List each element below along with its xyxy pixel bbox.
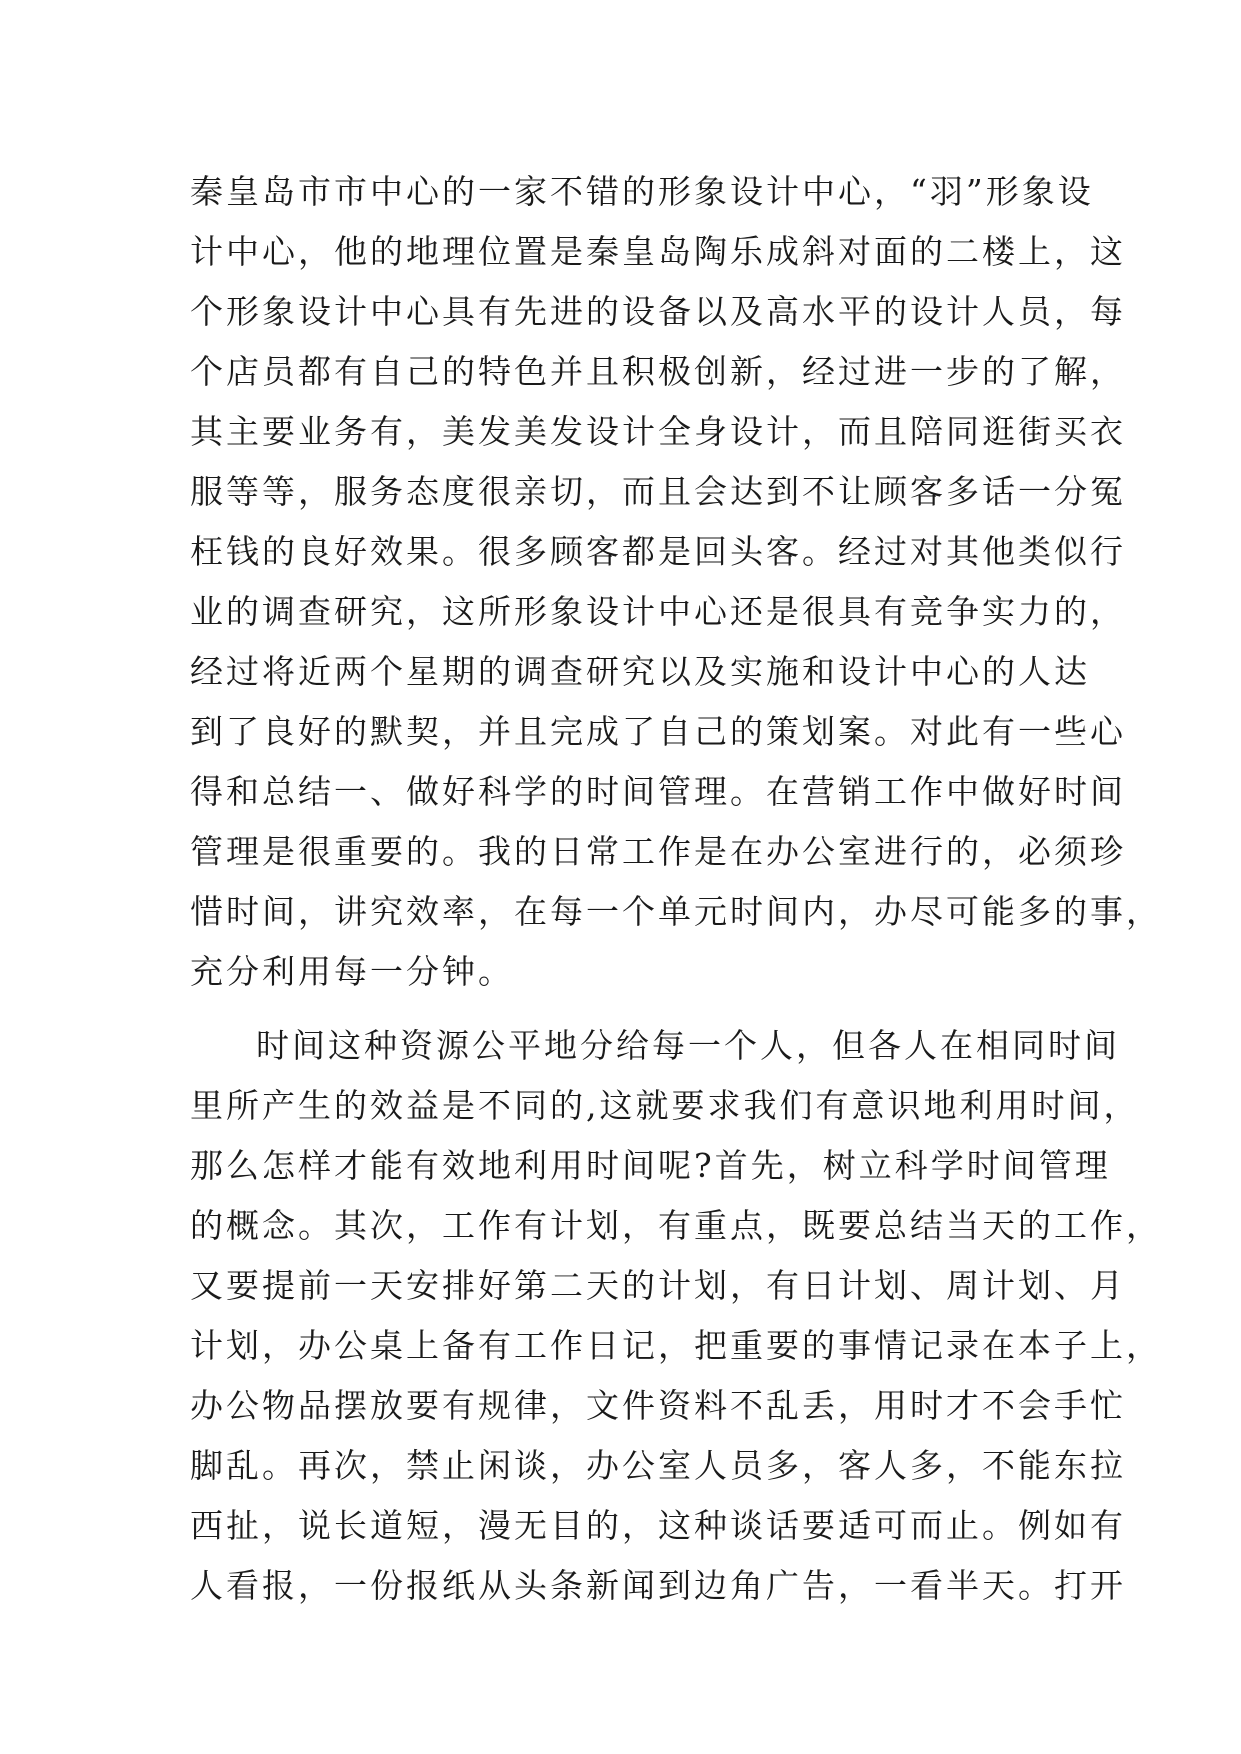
text-line: 那么怎样才能有效地利用时间呢?首先，树立科学时间管理 <box>190 1146 1111 1185</box>
text-line: 得和总结一、做好科学的时间管理。在营销工作中做好时间 <box>190 772 1126 811</box>
text-line: 的概念。其次，工作有计划，有重点，既要总结当天的工作， <box>190 1206 1162 1245</box>
text-line: 秦皇岛市市中心的一家不错的形象设计中心，“羽”形象设 <box>190 172 1094 211</box>
text-line: 里所产生的效益是不同的,这就要求我们有意识地利用时间， <box>190 1086 1140 1125</box>
text-line: 又要提前一天安排好第二天的计划，有日计划、周计划、月 <box>190 1266 1126 1305</box>
text-line: 计划，办公桌上备有工作日记，把重要的事情记录在本子上， <box>190 1326 1162 1365</box>
text-line: 人看报，一份报纸从头条新闻到边角广告，一看半天。打开 <box>190 1566 1126 1605</box>
text-line: 枉钱的良好效果。很多顾客都是回头客。经过对其他类似行 <box>190 532 1126 571</box>
text-line: 脚乱。再次，禁止闲谈，办公室人员多，客人多，不能东拉 <box>190 1446 1126 1485</box>
text-line: 管理是很重要的。我的日常工作是在办公室进行的，必须珍 <box>190 832 1126 871</box>
paragraph-1 <box>190 162 1162 1002</box>
text-line: 计中心，他的地理位置是秦皇岛陶乐成斜对面的二楼上，这 <box>190 232 1126 271</box>
text-line: 其主要业务有，美发美发设计全身设计，而且陪同逛街买衣 <box>190 412 1126 451</box>
text-line: 个店员都有自己的特色并且积极创新，经过进一步的了解， <box>190 352 1126 391</box>
text-line: 惜时间，讲究效率，在每一个单元时间内，办尽可能多的事， <box>190 892 1162 931</box>
text-line: 到了良好的默契，并且完成了自己的策划案。对此有一些心 <box>190 712 1126 751</box>
text-line: 充分利用每一分钟。 <box>190 952 514 991</box>
text-line: 经过将近两个星期的调查研究以及实施和设计中心的人达 <box>190 652 1090 691</box>
text-line: 个形象设计中心具有先进的设备以及高水平的设计人员，每 <box>190 292 1126 331</box>
document-body <box>190 162 1162 1616</box>
text-line-indented: 时间这种资源公平地分给每一个人，但各人在相同时间 <box>256 1026 1120 1065</box>
text-line: 办公物品摆放要有规律，文件资料不乱丢，用时才不会手忙 <box>190 1386 1126 1425</box>
text-line: 服等等，服务态度很亲切，而且会达到不让顾客多话一分冤 <box>190 472 1126 511</box>
text-line: 业的调查研究，这所形象设计中心还是很具有竞争实力的， <box>190 592 1126 631</box>
text-line: 西扯，说长道短，漫无目的，这种谈话要适可而止。例如有 <box>190 1506 1126 1545</box>
paragraph-2 <box>190 1016 1162 1616</box>
